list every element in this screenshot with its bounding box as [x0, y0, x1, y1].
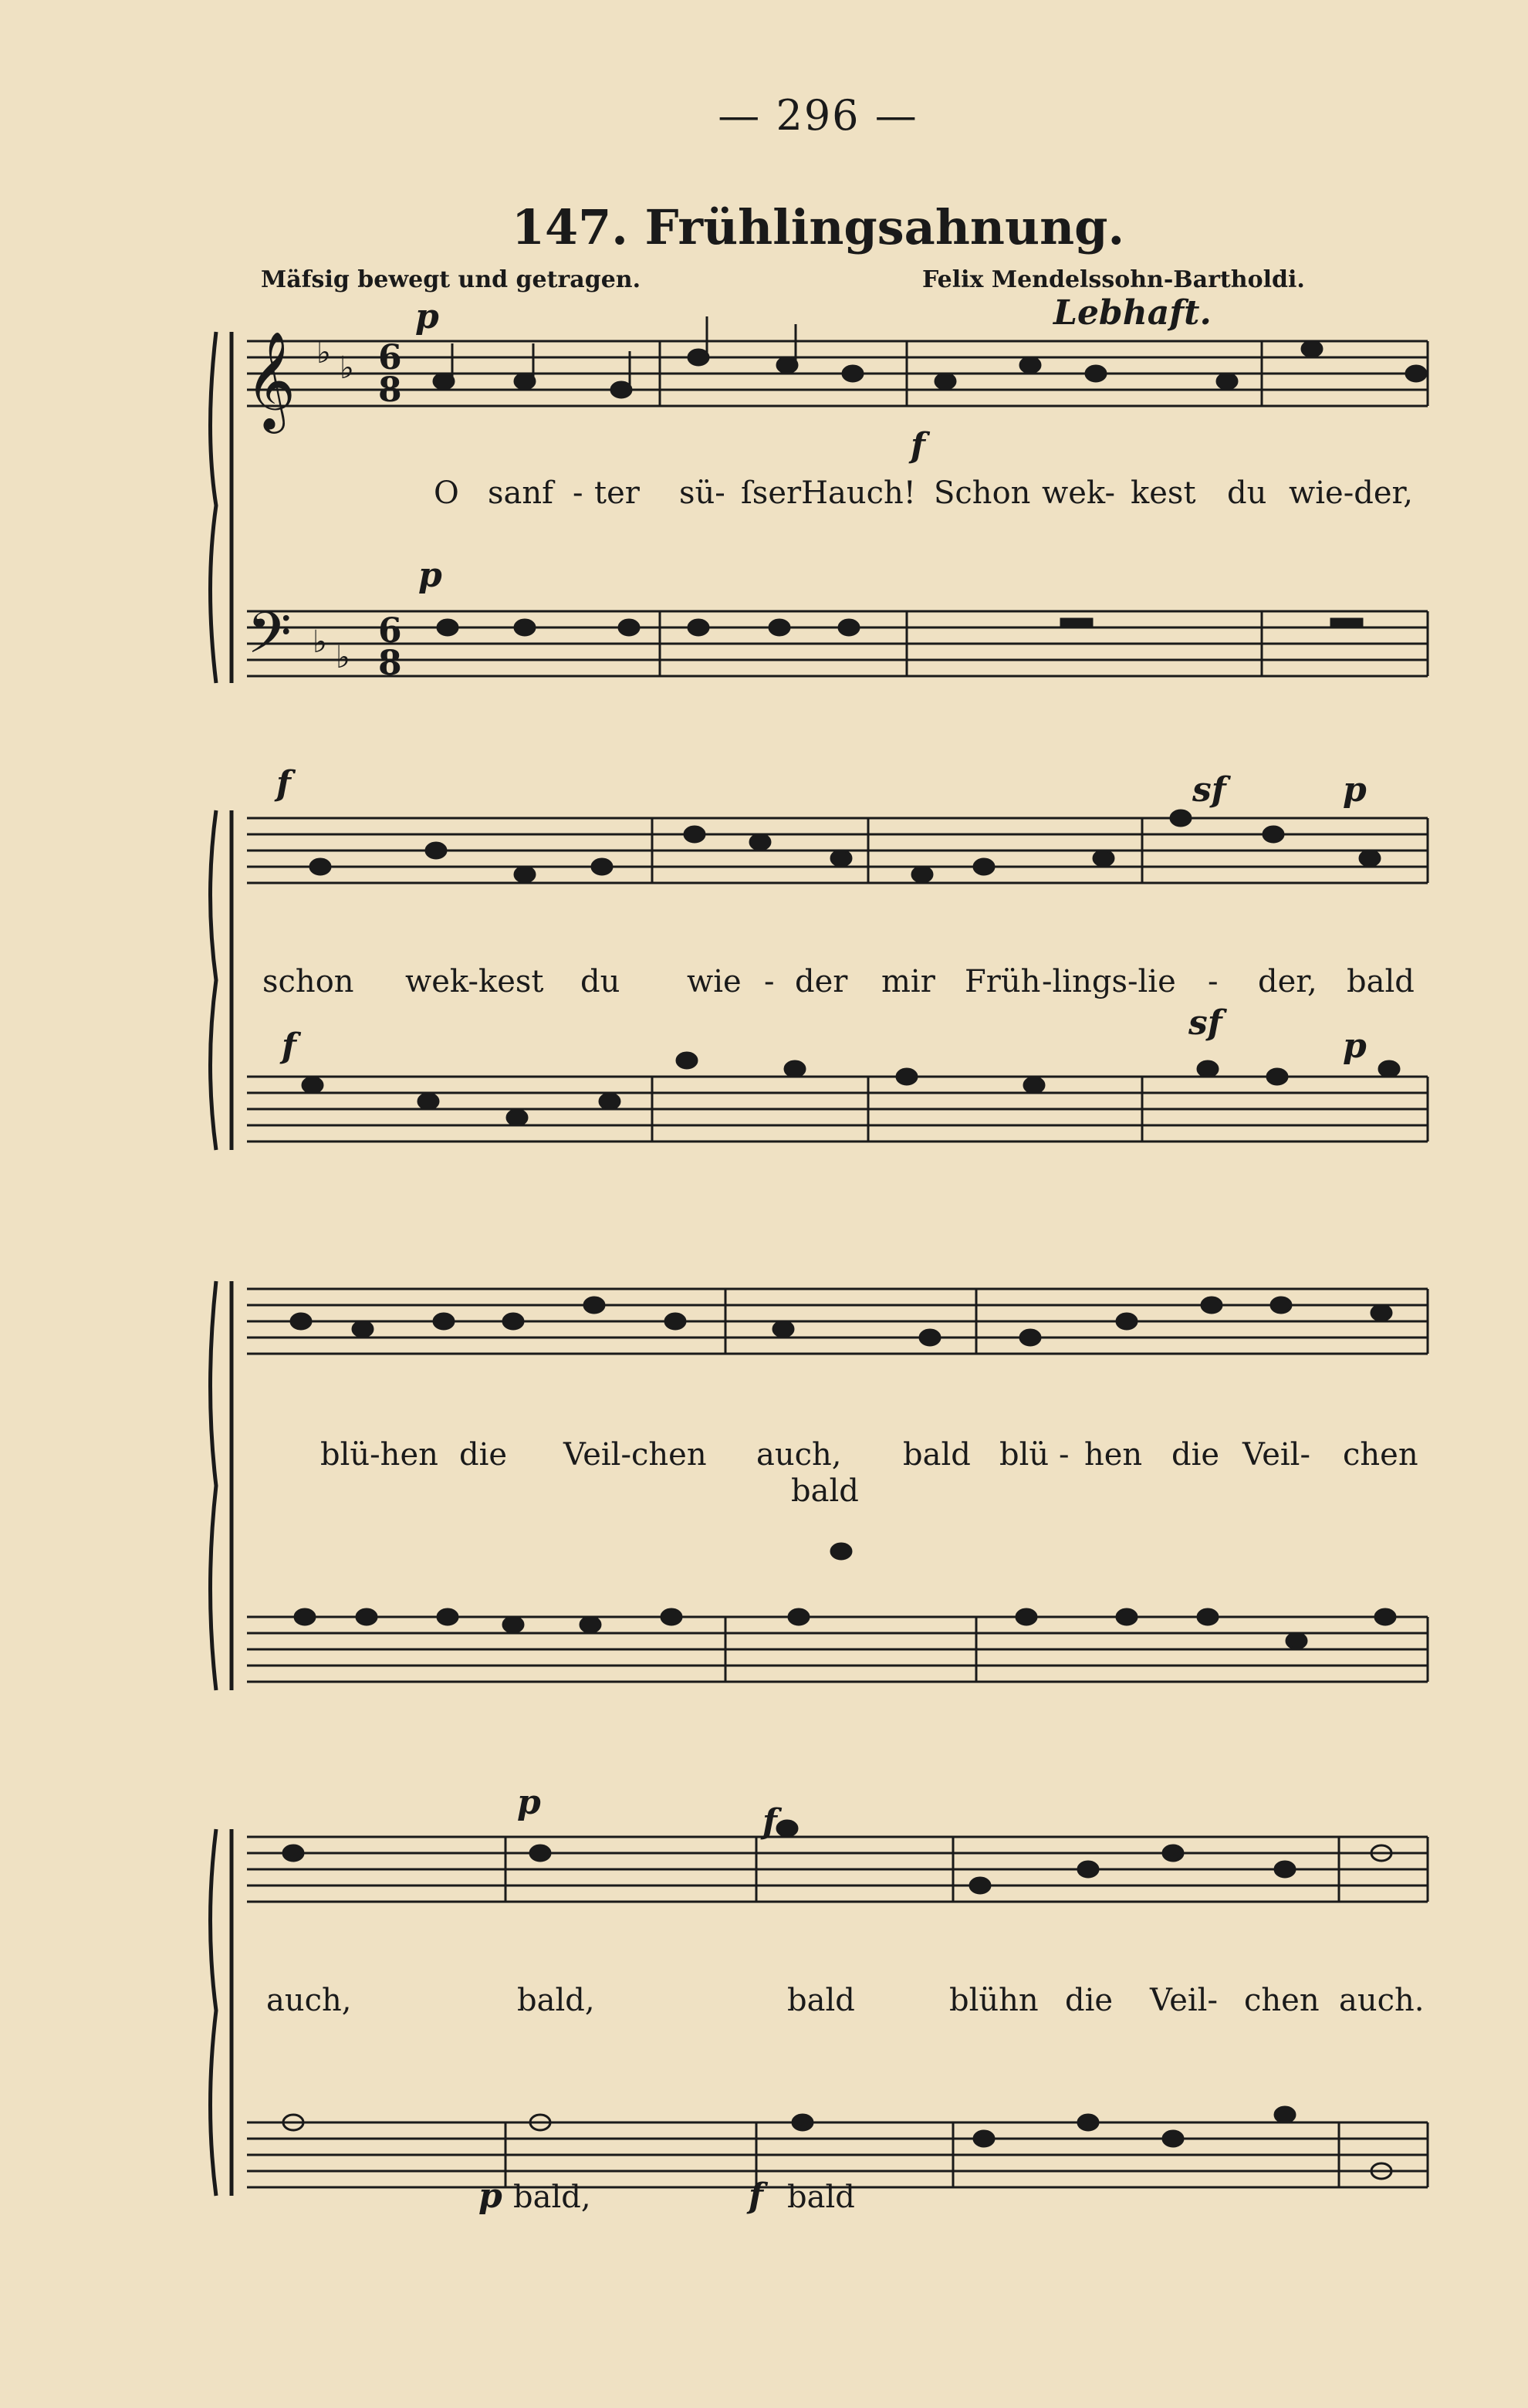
svg-text:ſserHauch!: ſserHauch! — [741, 475, 916, 511]
staff-1-bass — [247, 611, 1428, 676]
svg-text:sü-: sü- — [679, 475, 725, 511]
svg-text:bald,: bald, — [517, 1983, 595, 2018]
svg-text:bald: bald — [787, 1983, 855, 2018]
dynamics — [274, 297, 1367, 2216]
svg-text:kest: kest — [1131, 475, 1196, 511]
svg-text:wie: wie — [687, 964, 742, 999]
svg-text:sanf: sanf — [488, 475, 553, 511]
system-braces — [211, 332, 232, 2196]
svg-text:hen: hen — [1084, 1437, 1143, 1473]
svg-text:♭: ♭ — [316, 335, 331, 370]
svg-text:-lings-lie: -lings-lie — [1042, 964, 1176, 999]
svg-text:der: der — [795, 964, 848, 999]
svg-text:bald,: bald, — [513, 2180, 591, 2215]
svg-text:8: 8 — [378, 370, 402, 410]
svg-text:Veil-: Veil- — [1150, 1983, 1218, 2018]
barlines — [505, 341, 1428, 2187]
svg-text:die: die — [1171, 1437, 1220, 1473]
svg-text:schon: schon — [262, 964, 354, 999]
lyrics-system-2 — [262, 964, 1415, 999]
svg-text:sf: sf — [1192, 770, 1226, 810]
svg-text:mir: mir — [881, 964, 935, 999]
page-number: — 296 — — [718, 91, 918, 140]
svg-text:-: - — [764, 964, 775, 999]
composer: Felix Mendelssohn-Bartholdi. — [922, 266, 1305, 293]
svg-text:O: O — [434, 475, 459, 511]
svg-text:chen: chen — [1343, 1437, 1418, 1473]
svg-text:auch,: auch, — [266, 1983, 352, 2018]
staff-3-bass — [247, 1617, 1428, 1682]
svg-text:f: f — [911, 426, 925, 465]
song-title: 147. Frühlingsahnung. — [511, 199, 1125, 255]
svg-text:♭: ♭ — [313, 624, 327, 660]
lyrics-system-3 — [320, 1437, 1418, 1509]
svg-text:du: du — [580, 964, 620, 999]
svg-text:ter: ter — [594, 475, 640, 511]
svg-text:bald: bald — [1347, 964, 1415, 999]
bass-clef-icon: 𝄢 — [247, 600, 292, 681]
lower-lyric: bald — [791, 1473, 859, 1509]
svg-text:f: f — [276, 764, 291, 803]
svg-text:auch,: auch, — [756, 1437, 842, 1473]
svg-text:wie-der,: wie-der, — [1289, 475, 1413, 511]
svg-text:blü: blü — [999, 1437, 1050, 1473]
svg-text:die: die — [459, 1437, 508, 1473]
svg-text:f: f — [282, 1026, 296, 1066]
svg-text:bald: bald — [903, 1437, 971, 1473]
tempo-marking: Mäfsig bewegt und getragen. — [261, 266, 641, 293]
svg-text:Früh: Früh — [965, 964, 1041, 999]
staff-4-bass — [247, 2122, 1428, 2187]
svg-text:-: - — [1059, 1437, 1070, 1473]
svg-text:8: 8 — [378, 644, 402, 683]
svg-text:p: p — [1343, 1026, 1367, 1066]
svg-text:f: f — [762, 1802, 777, 1842]
svg-text:Veil-: Veil- — [1242, 1437, 1310, 1473]
svg-text:p: p — [415, 297, 439, 337]
staff-4-treble — [247, 1837, 1428, 1902]
svg-text:wek-kest: wek-kest — [405, 964, 544, 999]
svg-text:p: p — [478, 2176, 502, 2216]
svg-text:bald: bald — [787, 2180, 855, 2215]
svg-text:du: du — [1227, 475, 1267, 511]
svg-text:auch.: auch. — [1339, 1983, 1425, 2018]
svg-text:blü-hen: blü-hen — [320, 1437, 438, 1473]
svg-text:6: 6 — [378, 611, 402, 651]
svg-text:♭: ♭ — [336, 640, 350, 675]
svg-text:-: - — [573, 475, 583, 511]
svg-text:der,: der, — [1258, 964, 1317, 999]
svg-text:die: die — [1065, 1983, 1114, 2018]
tempo-change: Lebhaft. — [1053, 293, 1212, 333]
treble-clef-icon: 𝄞 — [245, 330, 296, 429]
svg-text:Schon: Schon — [934, 475, 1031, 511]
svg-text:sf: sf — [1188, 1003, 1222, 1043]
svg-text:6: 6 — [378, 338, 402, 377]
svg-text:wek-: wek- — [1042, 475, 1115, 511]
svg-text:p: p — [517, 1783, 541, 1822]
lyrics-system-1 — [434, 475, 1413, 511]
staff-3-treble — [247, 1289, 1428, 1354]
svg-text:blühn: blühn — [949, 1983, 1039, 2018]
svg-text:p: p — [1343, 770, 1367, 810]
svg-text:Veil-chen: Veil-chen — [563, 1437, 707, 1473]
svg-text:♭: ♭ — [340, 350, 354, 386]
lyrics-system-4 — [266, 1983, 1425, 2215]
svg-text:p: p — [418, 556, 442, 595]
svg-text:f: f — [749, 2176, 763, 2216]
note-heads — [283, 316, 1426, 2179]
svg-text:-: - — [1208, 964, 1219, 999]
svg-text:chen: chen — [1244, 1983, 1320, 2018]
staff-1-treble — [247, 341, 1428, 406]
